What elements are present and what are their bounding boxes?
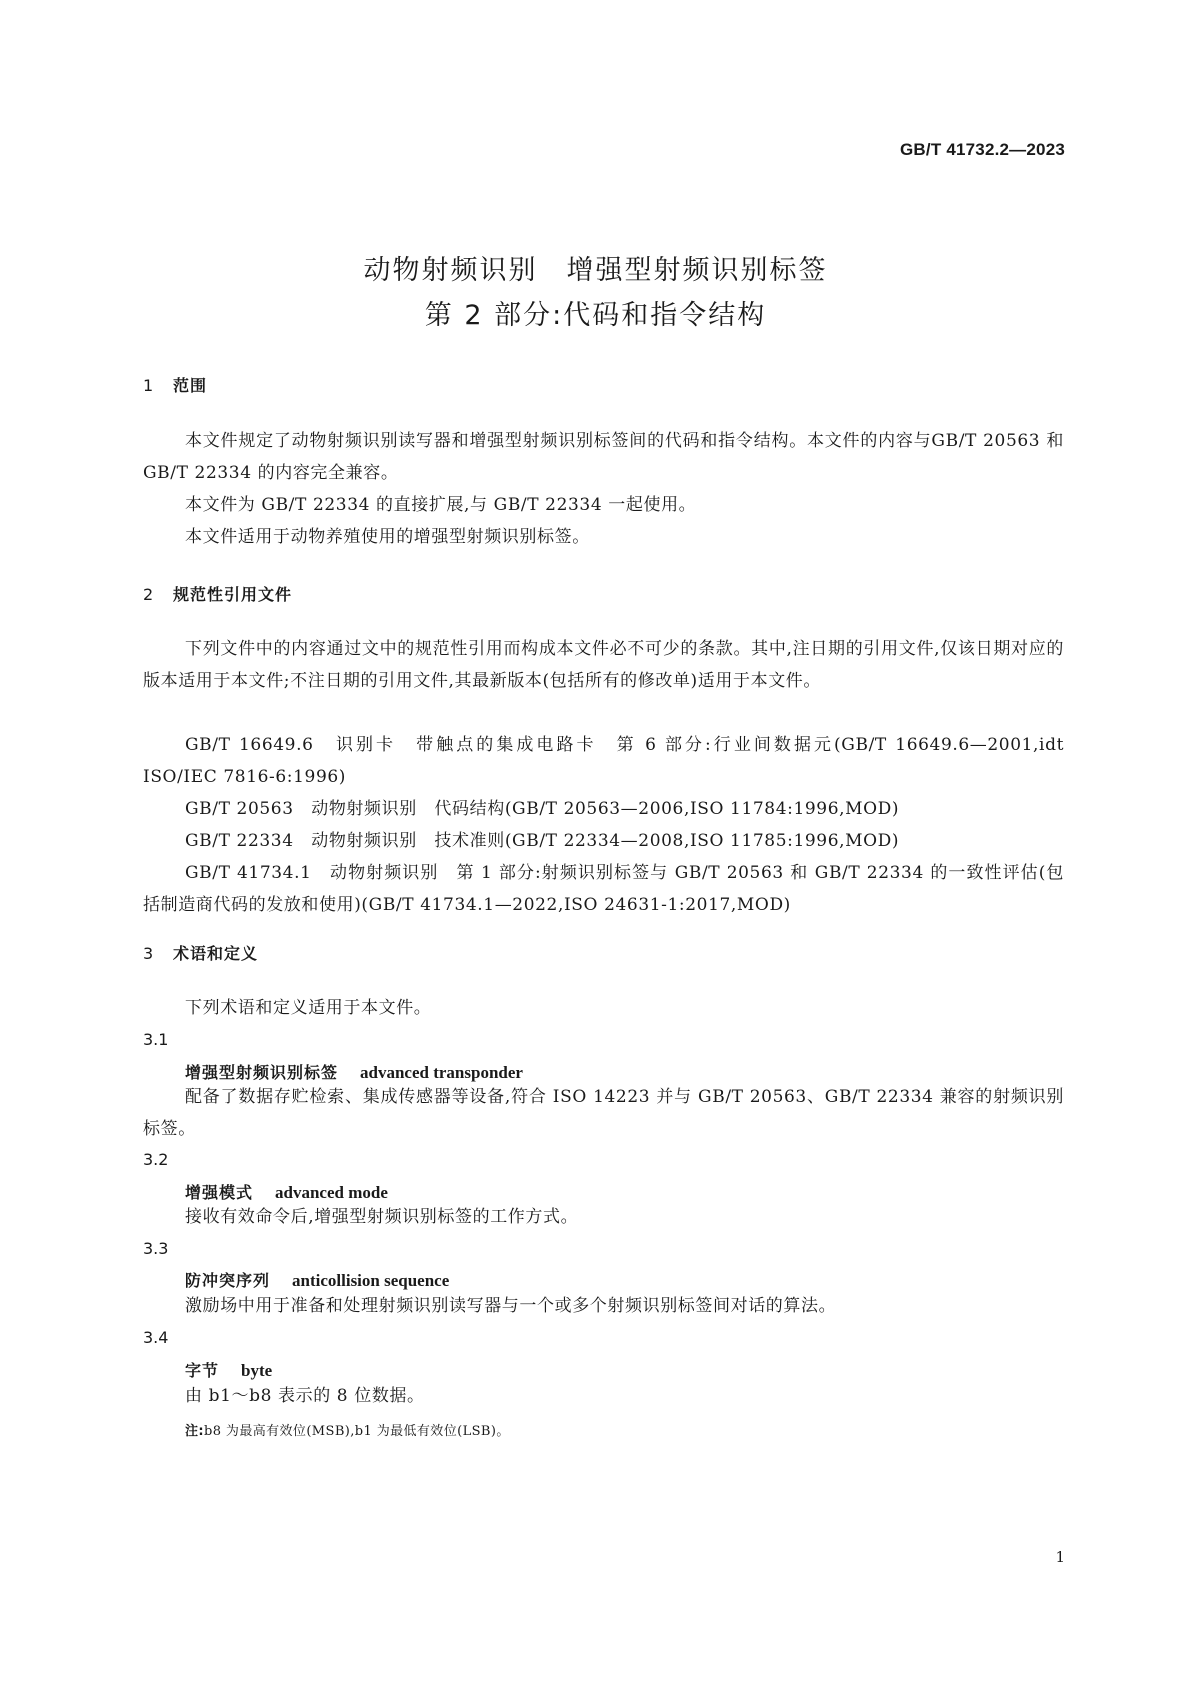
term-name-en: byte: [241, 1361, 273, 1380]
term-name-zh: 防冲突序列: [185, 1271, 271, 1290]
section-title: 术语和定义: [173, 944, 259, 963]
term-number: 3.1: [143, 1030, 169, 1049]
standard-code: GB/T 41732.2—2023: [900, 140, 1065, 159]
term-name-zh: 增强型射频识别标签: [185, 1063, 339, 1082]
section-2-heading: [143, 582, 292, 605]
reference-item: GB/T 16649.6 识别卡 带触点的集成电路卡 第 6 部分:行业间数据元(GB/T 16649.6—2001,idt ISO/IEC 7816-6:1996): [143, 735, 1064, 787]
section-number: 1: [143, 376, 155, 395]
scope-paragraph-2: 本文件为 GB/T 22334 的直接扩展,与 GB/T 22334 一起使用。: [185, 495, 697, 515]
note: [185, 1420, 510, 1439]
term-name: [185, 1060, 523, 1083]
scope-paragraph-3: 本文件适用于动物养殖使用的增强型射频识别标签。: [185, 527, 590, 547]
term-name-zh: 增强模式: [185, 1183, 254, 1202]
term-definition: 由 b1～b8 表示的 8 位数据。: [185, 1386, 425, 1406]
term-definition: 激励场中用于准备和处理射频识别读写器与一个或多个射频识别标签间对话的算法。: [185, 1296, 837, 1316]
reference-item: GB/T 41734.1 动物射频识别 第 1 部分:射频识别标签与 GB/T 20563 和 GB/T 22334 的一致性评估(包括制造商代码的发放和使用)(GB/T 41734.1—2022,ISO 24631-1:2017,MOD): [143, 863, 1064, 915]
term-name-en: advanced transponder: [360, 1063, 523, 1082]
document-title-line2: 第 2 部分:代码和指令结构: [424, 300, 767, 331]
references-intro: 下列文件中的内容通过文中的规范性引用而构成本文件必不可少的条款。其中,注日期的引用文件,仅该日期对应的版本适用于本文件;不注日期的引用文件,其最新版本(包括所有的修改单)适用于本文件。: [143, 639, 1064, 691]
reference-item: GB/T 22334 动物射频识别 技术准则(GB/T 22334—2008,ISO 11785:1996,MOD): [185, 831, 900, 851]
term-number: 3.2: [143, 1150, 169, 1169]
section-number: 3: [143, 944, 155, 963]
term-number: 3.3: [143, 1239, 169, 1258]
term-name: [185, 1268, 449, 1291]
term-name-zh: 字节: [185, 1361, 220, 1380]
term-name-en: advanced mode: [275, 1183, 388, 1202]
term-definition: 配备了数据存贮检索、集成传感器等设备,符合 ISO 14223 并与 GB/T 20563、GB/T 22334 兼容的射频识别标签。: [143, 1087, 1064, 1139]
section-title: 规范性引用文件: [173, 585, 293, 604]
term-name: [185, 1180, 388, 1203]
note-text: b8 为最高有效位(MSB),b1 为最低有效位(LSB)。: [204, 1424, 510, 1439]
section-title: 范围: [173, 376, 208, 395]
term-number: 3.4: [143, 1328, 169, 1347]
section-number: 2: [143, 585, 155, 604]
page-number: 1: [1055, 1548, 1065, 1566]
term-definition: 接收有效命令后,增强型射频识别标签的工作方式。: [185, 1207, 579, 1227]
note-label: 注:: [185, 1424, 204, 1439]
section-3-heading: [143, 941, 258, 964]
term-name-en: anticollision sequence: [292, 1271, 450, 1290]
reference-item: GB/T 20563 动物射频识别 代码结构(GB/T 20563—2006,ISO 11784:1996,MOD): [185, 799, 900, 819]
scope-paragraph-1: 本文件规定了动物射频识别读写器和增强型射频识别标签间的代码和指令结构。本文件的内容与GB/T 20563 和 GB/T 22334 的内容完全兼容。: [143, 431, 1064, 483]
document-title-line1: 动物射频识别 增强型射频识别标签: [363, 255, 828, 286]
section-1-heading: [143, 373, 207, 396]
terms-intro: 下列术语和定义适用于本文件。: [185, 998, 432, 1018]
term-name: [185, 1358, 272, 1381]
